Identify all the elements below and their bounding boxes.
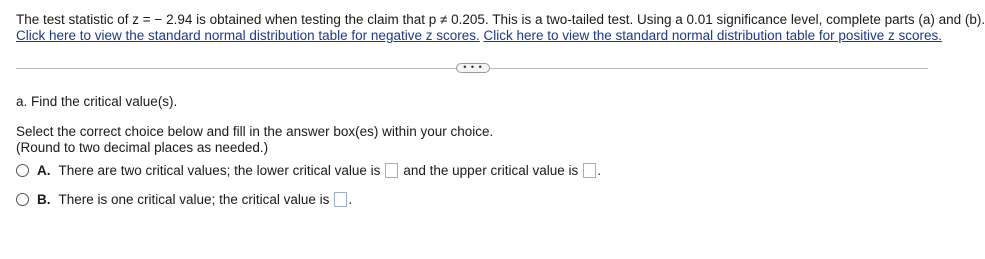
negative-z-table-link[interactable]: Click here to view the standard normal distribution table for negative z scores. [16,28,480,43]
question-text-mid: is obtained when testing the claim that [192,12,429,27]
choice-a-text-middle: and the upper critical value is [403,163,579,178]
part-a-instruction: Select the correct choice below and fill in the answer box(es) within your choice. [16,124,494,139]
question-text [16,11,985,28]
table-links [16,27,942,44]
positive-z-table-link[interactable]: Click here to view the standard normal distribution table for positive z scores. [483,28,942,43]
choice-b[interactable] [16,191,352,208]
choice-a-radio[interactable] [16,164,29,177]
part-a-title: a. Find the critical value(s). [16,94,178,109]
choice-a[interactable] [16,162,601,179]
choice-a-letter: A. [37,163,51,178]
critical-value-input[interactable] [334,192,347,207]
choice-b-letter: B. [37,192,51,207]
upper-critical-value-input[interactable] [583,163,596,178]
question-text-start: The test statistic of [16,12,133,27]
lower-critical-value-input[interactable] [385,163,398,178]
expand-more-button[interactable]: • • • [456,63,490,73]
choice-a-period: . [597,163,601,178]
rounding-note: (Round to two decimal places as needed.) [16,140,269,155]
z-statistic: z = − 2.94 [132,12,193,27]
choice-a-text-before: There are two critical values; the lower critical value is [58,163,381,178]
claim-expression: p ≠ 0.205 [428,12,485,27]
question-text-end: . This is a two-tailed test. Using a 0.01 significance level, complete parts (a) and (b). [484,12,985,27]
choice-b-radio[interactable] [16,193,29,206]
choice-b-period: . [348,192,353,207]
choice-b-text-before: There is one critical value; the critical value is [58,192,330,207]
